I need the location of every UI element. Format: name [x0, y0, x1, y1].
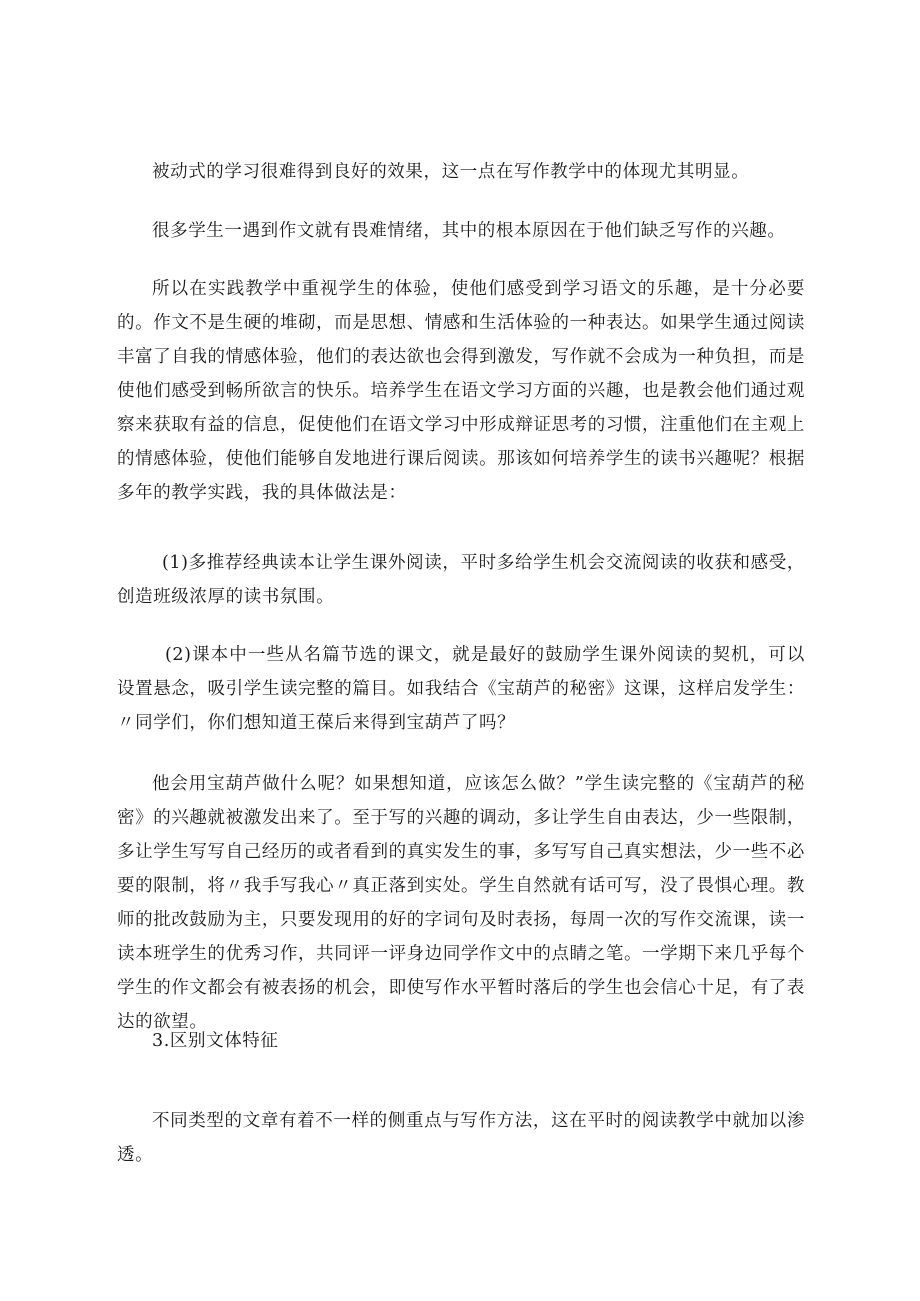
paragraph-list-item-2: (2)课本中一些从名篇节选的课文，就是最好的鼓励学生课外阅读的契机，可以设置悬念，吸引学生读完整的篇目。如我结合《宝葫芦的秘密》这课，这样启发学生：〃同学们，你们想知道王葆后来得到宝葫芦了吗？ [117, 645, 805, 733]
paragraph-5: 不同类型的文章有着不一样的侧重点与写作方法，这在平时的阅读教学中就加以渗透。 [117, 1111, 805, 1165]
paragraph-4: 他会用宝葫芦做什么呢？如果想知道，应该怎么做？”学生读完整的《宝葫芦的秘密》的兴趣就被激发出来了。至于写的兴趣的调动，多让学生自由表达，少一些限制，多让学生写写自己经历的或者看到的真实发生的事，多写写自己真实想法，少一些不必要的限制，将〃我手写我心〃真正落到实处。学生自然就有话可写，没了畏惧心理。教师的批改鼓励为主，只要发现用的好的字词句及时表扬，每周一次的写作交流课，读一读本班学生的优秀习作，共同评一评身边同学作文中的点睛之笔。一学期下来几乎每个学生的作文都会有被表扬的机会，即使写作水平暂时落后的学生也会信心十足，有了表达的欲望。 [117, 774, 805, 1032]
section-heading: 3.区别文体特征 [152, 1031, 279, 1051]
paragraph-1: 被动式的学习很难得到良好的效果，这一点在写作教学中的体现尤其明显。 [152, 162, 750, 182]
paragraph-2: 很多学生一遇到作文就有畏难情绪，其中的根本原因在于他们缺乏写作的兴趣。 [152, 221, 786, 241]
paragraph-list-item-1: (1)多推荐经典读本让学生课外阅读，平时多给学生机会交流阅读的收获和感受，创造班级浓厚的读书氛围。 [117, 553, 805, 607]
paragraph-3: 所以在实践教学中重视学生的体验，使他们感受到学习语文的乐趣，是十分必要的。作文不是生硬的堆砌，而是思想、情感和生活体验的一种表达。如果学生通过阅读丰富了自我的情感体验，他们的表达欲也会得到激发，写作就不会成为一种负担，而是使他们感受到畅所欲言的快乐。培养学生在语文学习方面的兴趣，也是教会他们通过观察来获取有益的信息，促使他们在语文学习中形成辩证思考的习惯，注重他们在主观上的情感体验，使他们能够自发地进行课后阅读。那该如何培养学生的读书兴趣呢？根据多年的教学实践，我的具体做法是： [117, 279, 805, 503]
